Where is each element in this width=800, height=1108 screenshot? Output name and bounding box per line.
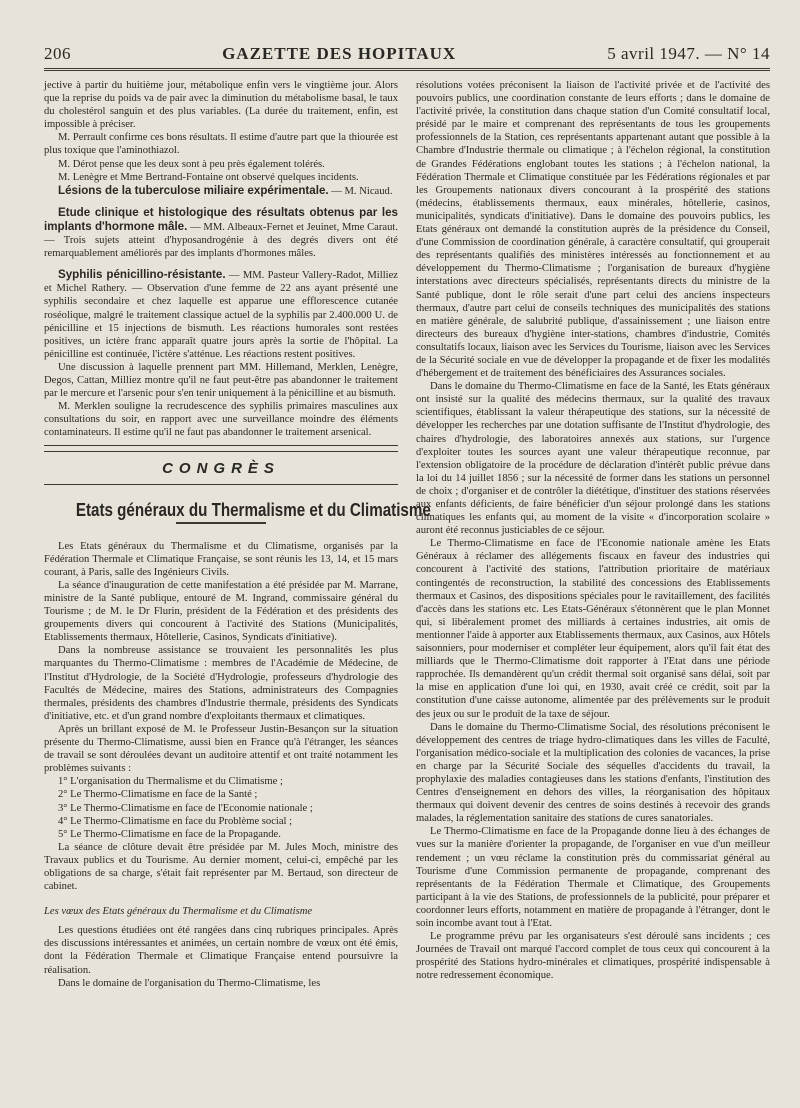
page-number: 206: [44, 44, 71, 63]
article-title: Etats généraux du Thermalisme et du Climatisme: [75, 498, 431, 520]
columns: [44, 79, 770, 990]
paragraph: La séance de clôture devait être présidée par M. Jules Moch, ministre des Travaux publics et du Tourisme. Au dernier moment, celui-ci, empêché par les obligations de sa charge, s'était fait représenter par M. Bertaud, son directeur de cabinet.: [44, 841, 398, 893]
section-syphilis: Syphilis pénicillino-résistante. — MM. Pasteur Vallery-Radot, Milliez et Michel Rathery. — Observation d'une femme de 22 ans ayant présenté une syphilis secondaire et chez laquelle est apparue une efflorescence cutanée roséolique, malgré le traitement classique actuel de la syphilis par 2.400.000 U. de pénicilline et 15 injections de bismuth. Les réactions humorales sont restées positives, un ictère franc apparaît quatre jours après la sortie de l'hôpital. La pénicilline est continuée, l'ictère s'atténue. Les réactions restent positives.: [44, 268, 398, 360]
section-lesions: Lésions de la tuberculose miliaire expérimentale. — M. Nicaud.: [58, 183, 393, 197]
issue-date: 5 avril 1947. — N° 14: [607, 44, 770, 63]
paragraph: Dans le domaine de l'organisation du Thermo-Climatisme, les: [58, 977, 321, 989]
congres-heading: CONGRÈS: [162, 460, 280, 478]
paragraph: Le Thermo-Climatisme en face de la Propagande donne lieu à des échanges de vues sur la manière d'orienter la propagande, de l'organiser en vue d'un meilleur rendement ; un vœu réclame la constitution près du commissariat général au Tourisme d'une Commission permanente de propagande, comprenant des représentants de la Fédération Thermale et Climatique, des Groupements participant à la vie des Stations, de professionnels de la publicité, pour préparer et coordonner leurs efforts, notamment en matière de propagande à l'étranger, dont le soin incombe avant tout à l'Etat.: [416, 826, 770, 929]
list-item: 4° Le Thermo-Climatisme en face du Problème social ;: [58, 815, 293, 827]
paragraph: Dans la nombreuse assistance se trouvaient les personnalités les plus marquantes du Thermo-Climatisme : membres de l'Académie de Médecine, de l'Institut d'Hydrologie, de la Société d'Hydrologie, professeurs d'hydrologie des Facultés de Médecine, maires des Stations, administrateurs des Compagnies thermales, présidents des chambres d'Industrie thermale, présidents des Syndicats d'initiative, etc. et d'un grand nombre d'exploitants thermaux et climatiques.: [44, 645, 398, 722]
paragraph: Les Etats généraux du Thermalisme et du Climatisme, organisés par la Fédération Thermale et Climatique Française, se sont réunis les 13, 14, et 15 mars courant, à Paris, salle des Ingénieurs Civils.: [44, 540, 398, 578]
paragraph: jective à partir du huitième jour, métabolique enfin vers le vingtième jour. Alors que la reprise du poids va de pair avec la diminution du métabolisme basal, le taux du cholestérol sanguin et des plus variables. (La durée du traitement, enfin, est impossible à préciser.: [44, 80, 398, 131]
list-item: 2° Le Thermo-Climatisme en face de la Santé ;: [58, 789, 258, 801]
paragraph: Le programme prévu par les organisateurs s'est déroulé sans incidents ; ces Journées de Travail ont marqué l'accord complet de tous ceux qui concourent à la prospérité des Stations hydro-minérales et climatiques, prospérité indispensable à notre redressement économique.: [416, 931, 770, 982]
section-hormone: Etude clinique et histologique des résultats obtenus par les implants d'hormone mâle. — MM. Albeaux-Fernet et Jeuinet, Mme Caraut. — Trois sujets atteint d'hyposandrogénie à des degrés divers ont été remarquablement améliorés par des implants d'hormones mâles.: [44, 205, 398, 260]
section-heading: Etude clinique et histologique des résultats obtenus par les implants d'hormone mâle.: [44, 205, 398, 233]
paragraph: Dans le domaine du Thermo-Climatisme en face de la Santé, les Etats généraux ont insisté sur la qualité des médecins thermaux, sur la qualité des travaux scientifiques, établissant la valeur thérapeutique des stations, sur la nécessité de développer les recherches par une dotation suffisante de l'Institut d'hydrologie, des chaires d'hydrologie, des laboratoires annexés aux stations, sur l'urgence d'exploiter toutes les sources ayant une valeur thérapeutique reconnue, par l'extension obligatoire de la procédure de déclaration d'intérêt public prévue dans la loi du 14 juillet 1856 ; sur la nécessité de former dans les stations un personnel de choix ; d'organiser et de contrôler la diététique, d'instituer des stations réservées aux enfants déficients, de faire bénéficier d'un séjour prolongé dans les stations climatiques les enfants qui, au moment de la visite « d'incorporation scolaire » auront été reconnus justiciables de ce séjour.: [416, 381, 770, 537]
divider: [176, 522, 266, 524]
section-heading: Lésions de la tuberculose miliaire expérimentale.: [58, 183, 329, 197]
paragraph: M. Lenègre et Mme Bertrand-Fontaine ont observé quelques incidents.: [58, 171, 359, 183]
paragraph: Le Thermo-Climatisme en face de l'Economie nationale amène les Etats Généraux à réclamer des allégements fiscaux en faveur des industries qui concourent à l'activité des stations, l'attribution prioritaire de matériaux contingentés de reconstruction, la stabilité des concessions des Etablissements thermaux et Casinos, des dispositions spéciales pour le ravitaillement, des facilités d'accès dans les stations etc. Les Etats-Généraux s'étonnèrent que le plan Monnet qui, si libéralement promet des milliards à certaines industries, ait omis de mentionner l'aide à apporter aux Etablissements thermaux, aux Casinos, aux Hôtels saisonniers, pour moderniser et compléter leur équipement, alors qu'il fait état des milliards que le Thermo-Climatisme doit rapporter à l'Etat dans une période rapprochée. Ils demandèrent qu'un crédit thermal soit organisé sans délai, soit par la mise en application d'une loi qui, en 1930, avait créé ce crédit, soit par la constitution d'une caisse autonome, alimentée par des prélèvements sur le produit des jeux ou sur le produit de la taxe de séjour.: [416, 538, 770, 720]
divider: [44, 445, 398, 446]
page-header: [44, 44, 770, 71]
section-heading: Syphilis pénicillino-résistante.: [58, 268, 226, 282]
left-column: [44, 79, 431, 990]
paragraph: Les questions étudiées ont été rangées dans cinq rubriques principales. Après des discussions intéressantes et animées, un certain nombre de vœux ont été émis, dont la Fédération Thermale et Climatique Française entend poursuivre la réalisation.: [44, 925, 398, 976]
journal-title: GAZETTE DES HOPITAUX: [222, 44, 457, 63]
voeux-heading: Les vœux des Etats généraux du Thermalisme et du Climatisme: [44, 906, 313, 918]
paragraph: Une discussion à laquelle prennent part MM. Hillemand, Merklen, Lenègre, Degos, Cattan, Milliez montre qu'il ne faut peut-être pas abandonner le traitement par le mercure et l'arsenic pour s'en tenir uniquement à la pénicilline et au bismuth.: [44, 361, 398, 400]
paragraph: M. Dérot pense que les deux sont à peu près également tolérés.: [58, 158, 325, 170]
list-item: 1° L'organisation du Thermalisme et du Climatisme ;: [58, 776, 283, 788]
paragraph: résolutions votées préconisent la liaison de l'activité privée et de l'activité des pouvoirs publics, une coordination constante de leurs efforts ; dans le domaine de l'activité privée, la constitution dans chaque station d'un Comité consultatif local, présidé par le maire et comprenant des représentants de tous les groupements professionnels de la Station, ces représentants appartenant autant que possible à la Chambre d'Industrie thermale ou climatique ; à l'échelon régional, la constitution de Grandes Fédérations englobant toutes les stations ; à l'échelon national, la Fédération Thermale et Climatique constituée par les Fédérations régionales et par les Groupements nationaux divers concourant à la prospérité des stations (médecins, établissements thermaux, eaux minérales, hôtellerie, casinos, municipalités, syndicats d'initiative). Dans le domaine des pouvoirs publics, les Etats généraux ont demandé la constitution auprès de la présidence du Conseil, d'une Commission de coordination générale, à caractère consultatif, qui grouperait des représentants qualifiés des ministères intéressés au fonctionnement et au développement du Thermo-Climatisme ; l'organisation de bureaux d'hygiène interstations avec directeurs spécialisés, représentants directs du ministre de la Santé publique, dont le rôle serait d'une part celui des anciens inspecteurs thermaux, d'autre part celui de conseils techniques des municipalités des stations en matière générale, de salubrité publique, d'assainissement ; une liaison entre directeurs des bureaux d'hygiène inter-stations, chambres d'industrie, Comités consultatifs locaux, liaison avec les Services du Tourisme, liaison avec les Services de la Sécurité sociale en vue de développer la propagande et de fixer les modalités d'hébergement et de traitement des bénéficiaires des Assurances sociales.: [416, 80, 770, 380]
list-item: 5° Le Thermo-Climatisme en face de la Propagande.: [58, 828, 281, 840]
paragraph: Dans le domaine du Thermo-Climatisme Social, des résolutions préconisent le développement des centres de triage hydro-climatiques dans les villes de Faculté, l'organisation médico-sociale et la multiplication des colonies de vacances, la prise en charge par la Sécurité Sociale des séquelles d'accidents du travail, la prophylaxie des maladies contagieuses dans les stations d'enfants, l'institution des Centres d'enseignement en dehors des villes, la réorganisation des hôpitaux thermaux qui doivent devenir des centres de soins destinés à recevoir des grands malades, la réglementation sanitaire des stations de cures sanatoriales.: [416, 721, 770, 825]
paragraph: Après un brillant exposé de M. le Professeur Justin-Besançon sur la situation présente du Thermo-Climatisme, aussi bien en France qu'à l'étranger, les séances de travail se sont déroulées devant un auditoire attentif et ont traité notamment les problèmes suivants :: [44, 723, 398, 775]
paragraph: M. Merklen souligne la recrudescence des syphilis primaires masculines aux consultations du soir, en rapport avec une surveillance moindre des éléments contaminateurs. Il estime qu'il ne faut pas abandonner le traitement arsenical.: [44, 401, 398, 439]
right-column: [416, 79, 770, 990]
problem-list: [44, 775, 398, 840]
divider: [44, 484, 398, 485]
paragraph: La séance d'inauguration de cette manifestation a été présidée par M. Marrane, ministre de la Santé publique, entouré de M. Ingrand, commissaire général du Tourisme ; de M. le Dr Flurin, président de la Fédération et des présidents des groupements divers qui concourent à l'activité des Stations (Municipalités, Etablissements thermaux, Hôtellerie, Casinos, Syndicats d'initiative).: [44, 579, 398, 644]
paragraph: M. Perrault confirme ces bons résultats. Il estime d'autre part que la thiourée est plus toxique que l'aminothiazol.: [44, 132, 398, 157]
list-item: 3° Le Thermo-Climatisme en face de l'Economie nationale ;: [58, 802, 313, 814]
divider: [44, 451, 398, 452]
